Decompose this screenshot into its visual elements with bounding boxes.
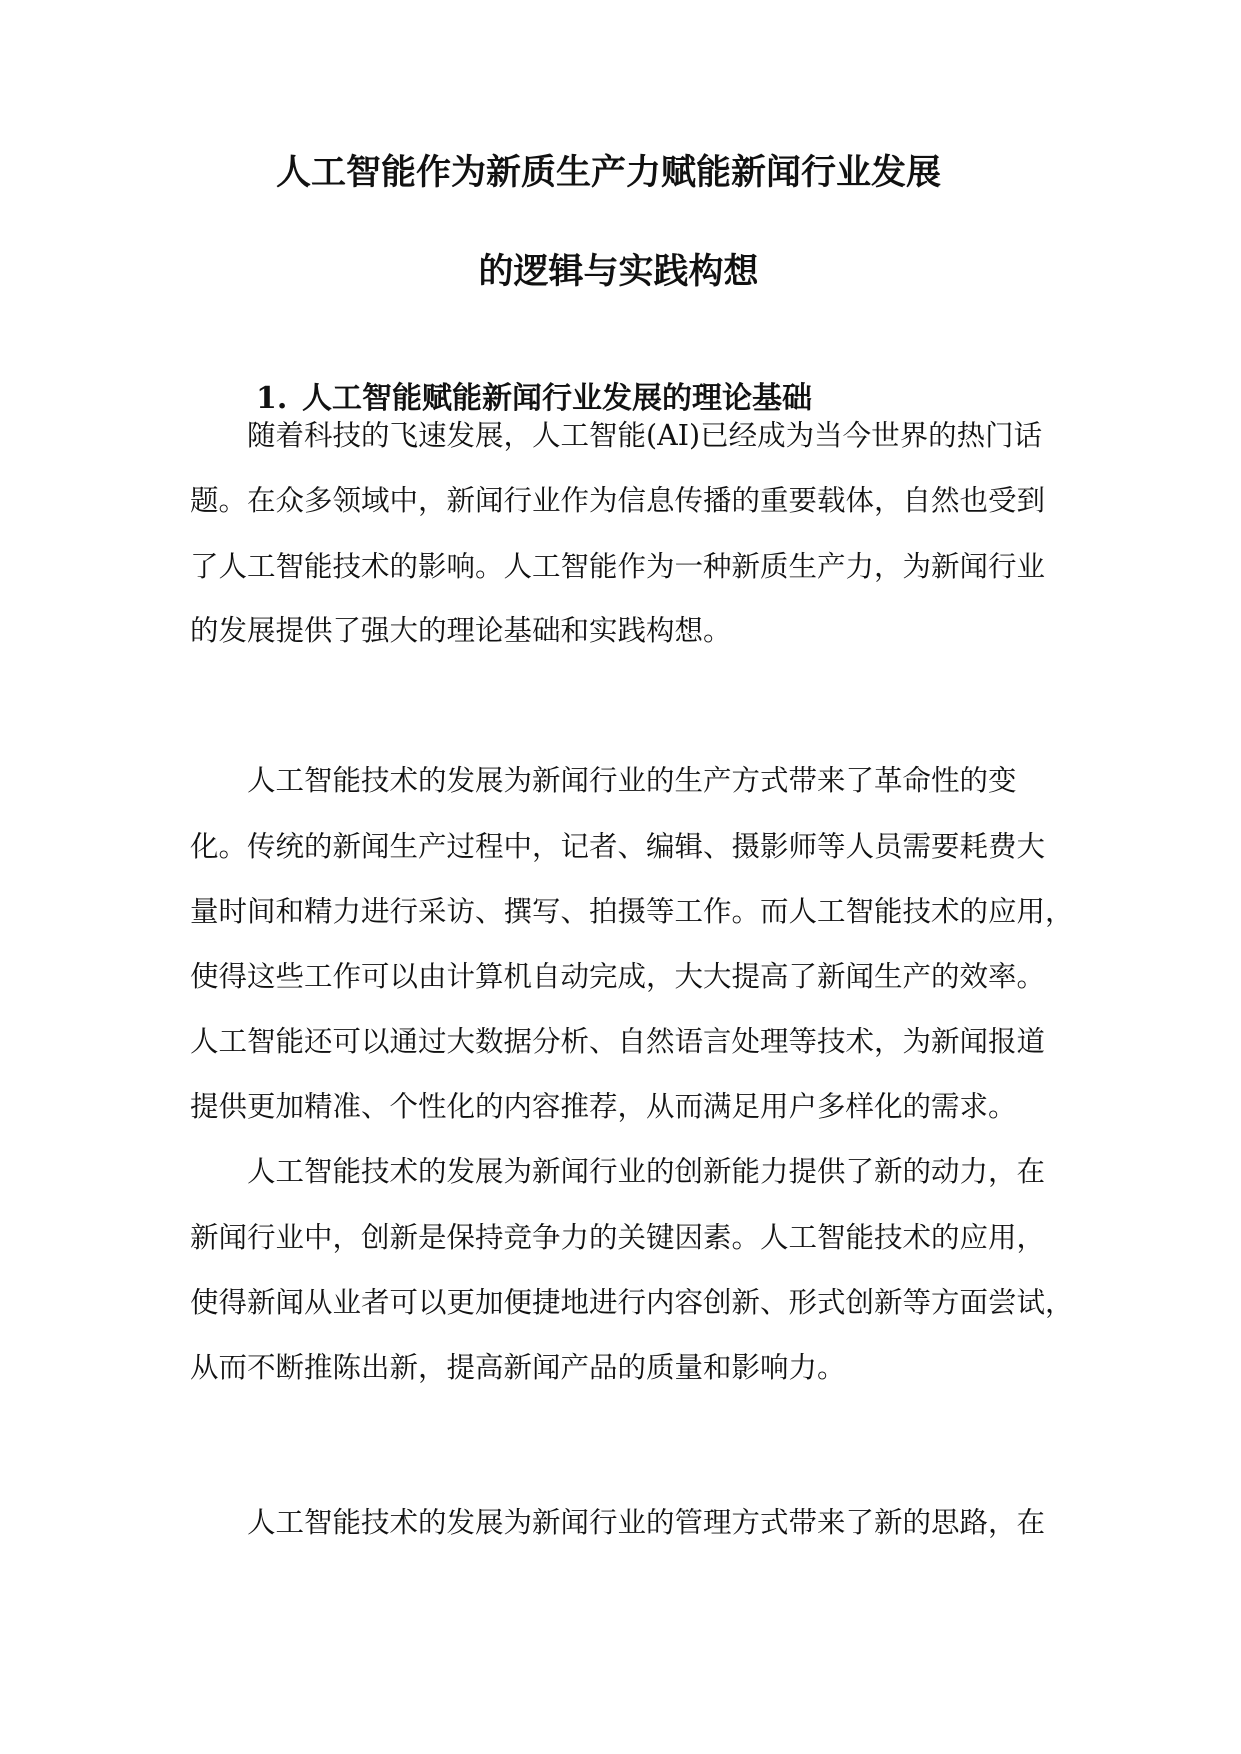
document-title-line-1: 人工智能作为新质生产力赋能新闻行业发展	[275, 153, 941, 193]
paragraph-line: 使得这些工作可以由计算机自动完成，大大提高了新闻生产的效率。	[190, 960, 1046, 993]
paragraph-line: 量时间和精力进行采访、撰写、拍摄等工作。而人工智能技术的应用，	[190, 895, 1074, 928]
document-title-line-2: 的逻辑与实践构想	[478, 252, 759, 292]
paragraph-line: 人工智能技术的发展为新闻行业的创新能力提供了新的动力，在	[247, 1155, 1046, 1188]
paragraph-line: 人工智能技术的发展为新闻行业的管理方式带来了新的思路，在	[247, 1506, 1046, 1539]
paragraph-line: 随着科技的飞速发展，人工智能(AI)已经成为当今世界的热门话	[247, 419, 1043, 452]
section-number: 1.	[256, 381, 288, 416]
paragraph-line: 新闻行业中，创新是保持竞争力的关键因素。人工智能技术的应用，	[190, 1221, 1046, 1254]
section-heading-text: 人工智能赋能新闻行业发展的理论基础	[302, 381, 812, 416]
paragraph-line: 从而不断推陈出新，提高新闻产品的质量和影响力。	[190, 1351, 846, 1384]
paragraph-line: 了人工智能技术的影响。人工智能作为一种新质生产力，为新闻行业	[190, 550, 1046, 583]
paragraph-line: 化。传统的新闻生产过程中，记者、编辑、摄影师等人员需要耗费大	[190, 830, 1046, 863]
paragraph-line: 使得新闻从业者可以更加便捷地进行内容创新、形式创新等方面尝试，	[190, 1286, 1074, 1319]
paragraph-line: 的发展提供了强大的理论基础和实践构想。	[190, 614, 732, 647]
paragraph-line: 人工智能技术的发展为新闻行业的生产方式带来了革命性的变	[247, 764, 1017, 797]
paragraph-line: 题。在众多领域中，新闻行业作为信息传播的重要载体，自然也受到	[190, 484, 1046, 517]
paragraph-line: 人工智能还可以通过大数据分析、自然语言处理等技术，为新闻报道	[190, 1025, 1046, 1058]
paragraph-line: 提供更加精准、个性化的内容推荐，从而满足用户多样化的需求。	[190, 1090, 1017, 1123]
